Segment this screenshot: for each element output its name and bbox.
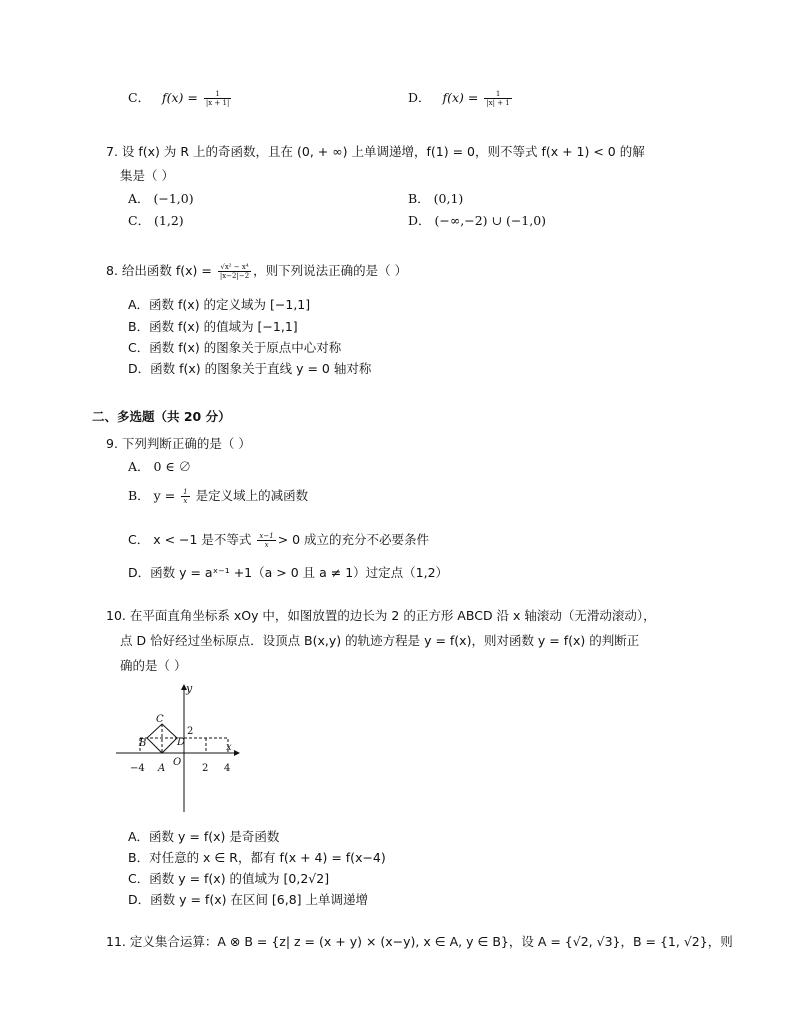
q8-fraction — [218, 263, 251, 280]
q6-c-den: |x + 1| — [205, 99, 230, 107]
section-title: 二、多选题（共 20 分） — [92, 409, 231, 424]
q7-stem-line1: 7. 设 f(x) 为 R 上的奇函数，且在 (0, + ∞) 上单调递增，f(1) = 0，则不等式 f(x + 1) < 0 的解 — [106, 144, 645, 159]
label-b: B — [139, 738, 147, 749]
q9-b-prefix: B． y = — [128, 488, 176, 503]
label-origin: O — [173, 757, 182, 768]
q9-c-prefix: C． x < −1 是不等式 — [128, 532, 256, 547]
q6-d-num: 1 — [495, 90, 501, 98]
q9-option-b — [128, 486, 308, 505]
q7-option-c: C． (1,2) — [128, 213, 184, 228]
q8-stem-suffix: ，则下列说法正确的是（ ） — [253, 263, 408, 278]
q9-c-fraction — [257, 532, 275, 549]
q9-b-fraction — [181, 488, 189, 505]
q9-option-a: A． 0 ∈ ∅ — [128, 459, 192, 474]
q9-c-suffix: > 0 成立的充分不必要条件 — [277, 532, 430, 547]
q7-option-b: B． (0,1) — [408, 191, 464, 206]
q7-stem-line2: 集是（ ） — [120, 168, 174, 183]
q9-option-d: D．函数 y = aˣ⁻¹ +1（a > 0 且 a ≠ 1）过定点（1,2） — [128, 565, 449, 580]
tick-2: 2 — [202, 763, 209, 774]
q8-option-d: D．函数 f(x) 的图象关于直线 y = 0 轴对称 — [128, 361, 372, 376]
label-a: A — [158, 763, 166, 774]
q6-c-label: C． — [128, 90, 151, 105]
q10-option-b: B．对任意的 x ∈ R，都有 f(x + 4) = f(x−4) — [128, 850, 386, 865]
q9-b-suffix: 是定义域上的减函数 — [191, 488, 309, 503]
label-y: y — [186, 682, 193, 695]
q8-option-c: C．函数 f(x) 的图象关于原点中心对称 — [128, 340, 342, 355]
q10-option-a: A．函数 y = f(x) 是奇函数 — [128, 829, 280, 844]
q6-d-den: |x| + 1 — [486, 99, 510, 107]
q6-d-expr: f(x) = — [442, 90, 479, 105]
label-d: D — [177, 737, 186, 748]
q7-option-a: A． (−1,0) — [128, 191, 194, 206]
q10-figure — [116, 680, 246, 815]
q6-d-label: D． — [408, 90, 431, 105]
q6-option-d — [408, 88, 514, 107]
q10-stem-line3: 确的是（ ） — [120, 658, 187, 673]
q10-option-c: C．函数 y = f(x) 的值域为 [0,2√2] — [128, 871, 330, 886]
q10-stem-line1: 10. 在平面直角坐标系 xOy 中，如图放置的边长为 2 的正方形 ABCD 沿 x 轴滚动（无滑动滚动）， — [106, 608, 656, 623]
x-axis-arrow-icon — [234, 750, 240, 756]
tick-y2: 2 — [187, 726, 194, 737]
q11-stem-line1: 11. 定义集合运算：A ⊗ B = {z| z = (x + y) × (x−y), x ∈ A, y ∈ B}，设 A = {√2, √3}，B = {1, √2}，则 — [106, 934, 733, 949]
q6-option-c — [128, 88, 233, 107]
q9-b-num: 1 — [183, 488, 188, 496]
tick-4: 4 — [224, 763, 231, 774]
tick-neg4: −4 — [130, 763, 145, 774]
q10-option-d: D．函数 y = f(x) 在区间 [6,8] 上单调递增 — [128, 892, 369, 907]
q9-stem: 9. 下列判断正确的是（ ） — [106, 436, 251, 451]
q7-option-d: D． (−∞,−2) ∪ (−1,0) — [408, 213, 547, 228]
q8-option-a: A．函数 f(x) 的定义域为 [−1,1] — [128, 297, 311, 312]
q9-c-den: x — [257, 540, 275, 549]
q9-c-num: x−1 — [259, 532, 274, 540]
q9-option-c — [128, 530, 429, 549]
q8-num: √x² − x⁴ — [220, 263, 249, 271]
q6-c-num: 1 — [215, 90, 220, 98]
q6-c-expr: f(x) = — [162, 90, 198, 105]
label-x: x — [226, 742, 232, 753]
q9-b-den: x — [181, 496, 189, 505]
q6-d-fraction — [484, 90, 511, 107]
q8-option-b: B．函数 f(x) 的值域为 [−1,1] — [128, 319, 298, 334]
q8-stem — [106, 261, 407, 280]
q10-stem-line2: 点 D 恰好经过坐标原点．设顶点 B(x,y) 的轨迹方程是 y = f(x)，则对函数 y = f(x) 的判断正 — [120, 633, 640, 648]
q6-c-fraction — [204, 90, 231, 107]
q8-den: |x−2|−2 — [219, 272, 250, 280]
q8-stem-prefix: 8. 给出函数 f(x) = — [106, 263, 212, 278]
label-c: C — [156, 714, 164, 725]
